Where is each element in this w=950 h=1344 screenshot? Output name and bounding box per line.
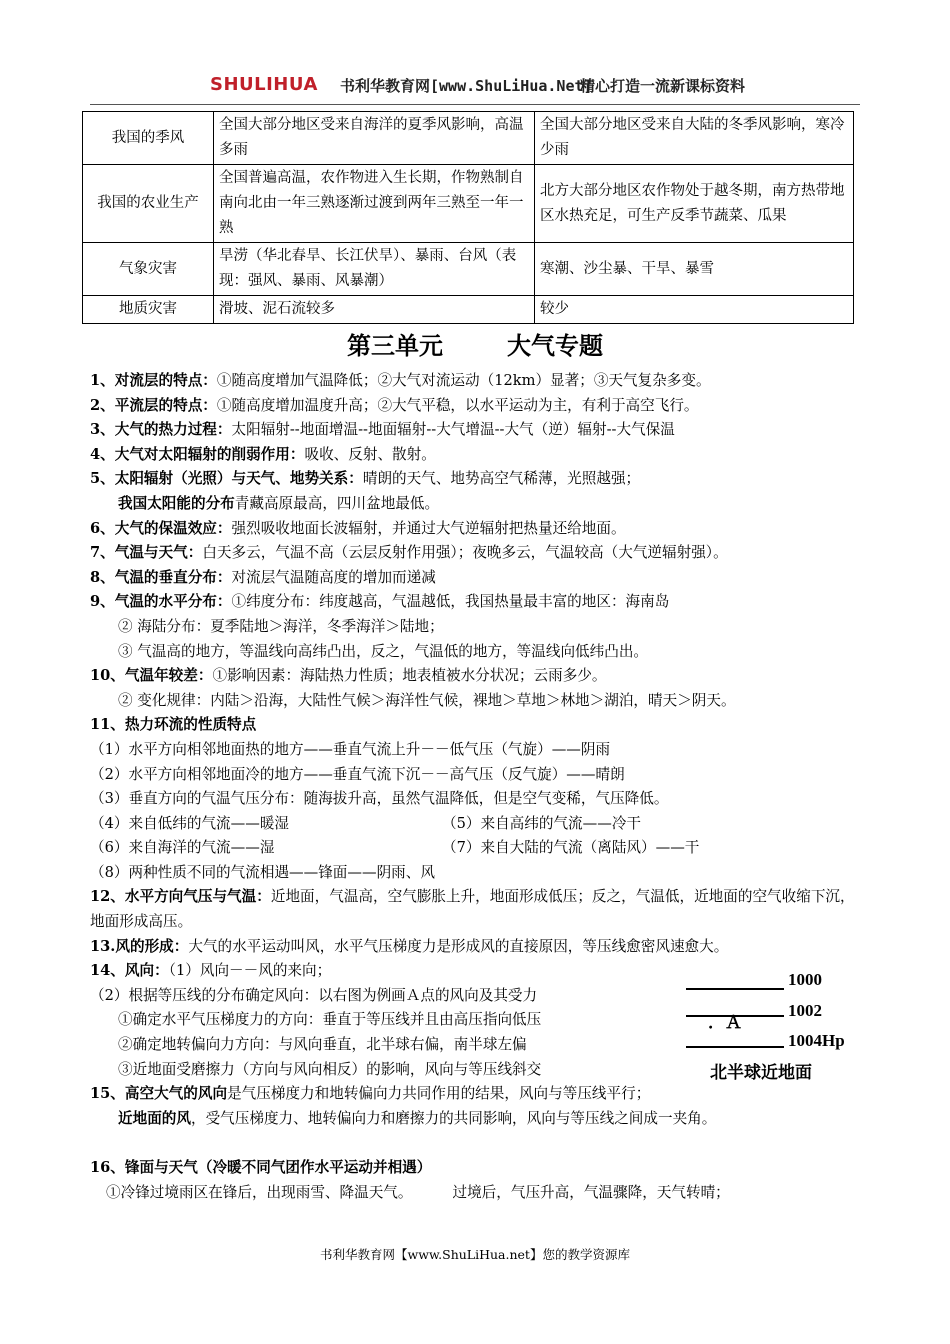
item-5	[90, 467, 860, 492]
row-label: 气象灾害	[83, 243, 214, 296]
item-14e: ③近地面受磨擦力（方向与风向相反）的影响，风向与等压线斜交	[118, 1060, 542, 1078]
item-text: 青藏高原最高，四川盆地最低。	[234, 494, 440, 512]
item-text: （1）风向－－风的来向；	[168, 962, 332, 980]
item-text: （7）来自大陆的气流（离陆风）——干	[442, 839, 700, 857]
item-14b: （2）根据等压线的分布确定风向：以右图为例画Ａ点的风向及其受力	[90, 986, 538, 1004]
brand-logo: SHULIHUA	[210, 74, 318, 95]
unit-title	[0, 326, 950, 361]
header-divider	[90, 104, 860, 105]
item-11-3: （3）垂直方向的气温气压分布：随海拔升高，虽然气温降低，但是空气变稀，气压降低。	[90, 790, 669, 808]
item-text: 晴朗的天气、地势高空气稀薄，光照越强；	[362, 470, 641, 488]
item-text: 强烈吸收地面长波辐射，并通过大气逆辐射把热量还给地面。	[231, 519, 626, 537]
item-heading: 近地面的风	[118, 1109, 191, 1127]
row-label: 我国的季风	[83, 112, 214, 165]
item-1	[90, 369, 860, 394]
summer-cell: 旱涝（华北春旱、长江伏旱）、暴雨、台风（表现：强风、暴雨、风暴潮）	[214, 243, 535, 296]
row-label: 我国的农业生产	[83, 165, 214, 243]
summer-cell: 全国普遍高温，农作物进入生长期，作物熟制自南向北由一年三熟逐渐过渡到两年三熟至一年一熟	[214, 165, 535, 243]
isobar-label: 1002	[788, 1001, 822, 1020]
item-5b	[90, 492, 860, 517]
item-text: 过境后，气压升高，气温骤降，天气转晴；	[452, 1183, 730, 1201]
item-14c: ①确定水平气压梯度力的方向：垂直于等压线并且由高压指向低压	[118, 1011, 542, 1029]
item-heading: 12、水平方向气压与气温：	[90, 888, 271, 906]
unit-number: 第三单元	[347, 331, 443, 360]
isobar-figure	[682, 968, 862, 1088]
item-heading: 3、大气的热力过程：	[90, 421, 232, 439]
item-16b	[90, 1181, 860, 1206]
item-text: 白天多云，气温不高（云层反射作用强）；夜晚多云，气温较高（大气逆辐射强）。	[202, 544, 728, 562]
item-heading: 9、气温的水平分布：	[90, 593, 232, 611]
item-heading: 14、风向：	[90, 962, 169, 980]
item-14d: ②确定地转偏向力方向：与风向垂直，北半球右偏，南半球左偏	[118, 1036, 527, 1054]
isobar-line	[686, 1046, 784, 1048]
item-heading: 4、大气对太阳辐射的削弱作用：	[90, 445, 305, 463]
item-text: ①随高度增加气温降低；②大气对流运动（12km）显著；③天气复杂多变。	[216, 372, 711, 389]
summer-cell: 全国大部分地区受来自海洋的夏季风影响，高温多雨	[214, 112, 535, 165]
table-row	[83, 243, 854, 296]
item-heading: 7、气温与天气：	[90, 544, 203, 562]
winter-cell: 全国大部分地区受来自大陆的冬季风影响，寒冷少雨	[535, 112, 854, 165]
item-heading: 6、大气的保温效应：	[90, 519, 232, 537]
item-text: 大气的水平运动叫风，水平气压梯度力是形成风的直接原因，等压线愈密风速愈大。	[188, 937, 729, 955]
item-text: ①冷锋过境雨区在锋后，出现雨雪、降温天气。	[106, 1183, 413, 1201]
item-text: ①影响因素：海陆热力性质；地表植被水分状况；云雨多少。	[212, 667, 607, 685]
summer-cell: 滑坡、泥石流较多	[214, 296, 535, 324]
item-text: 是气压梯度力和地转偏向力共同作用的结果，风向与等压线平行；	[227, 1085, 651, 1103]
item-text: 对流层气温随高度的增加而递减	[231, 568, 436, 586]
isobar-label: 1000	[788, 970, 822, 989]
figure-caption: 北半球近地面	[710, 1063, 812, 1083]
item-2	[90, 394, 860, 419]
item-heading: 8、气温的垂直分布：	[90, 568, 232, 586]
item-heading: 5、太阳辐射（光照）与天气、地势关系：	[90, 470, 363, 488]
table-row	[83, 296, 854, 324]
item-heading: 1、对流层的特点：	[90, 372, 217, 389]
winter-cell: 较少	[535, 296, 854, 324]
item-11-heading: 11、热力环流的性质特点	[90, 716, 257, 734]
table-row	[83, 165, 854, 243]
unit-topic: 大气专题	[507, 331, 603, 360]
item-heading: 我国太阳能的分布	[118, 494, 235, 512]
item-9	[90, 590, 860, 615]
item-11-4-5	[90, 812, 860, 837]
item-6	[90, 517, 860, 542]
item-7	[90, 541, 860, 566]
page-footer: 书利华教育网【www.ShuLiHua.net】您的教学资源库	[320, 1247, 630, 1262]
item-10b: ② 变化规律：内陆＞沿海，大陆性气候＞海洋性气候，裸地＞草地＞林地＞湖泊，晴天＞阴天。	[118, 691, 736, 709]
item-text: （6）来自海洋的气流——湿	[90, 839, 275, 857]
site-name: 书利华教育网[www.ShuLiHua.Net]	[340, 77, 593, 95]
item-heading: 13.风的形成：	[90, 937, 189, 955]
item-13	[90, 935, 860, 960]
item-text: 近地面，气温高，空气膨胀上升，地面形成低压；反之，气温低，近地面的空气收缩下沉，地面形成高压。	[90, 888, 855, 931]
item-9c: ③ 气温高的地方，等温线向高纬凸出，反之，气温低的地方，等温线向低纬凸出。	[118, 642, 649, 660]
item-4	[90, 443, 860, 468]
item-11-1: （1）水平方向相邻地面热的地方——垂直气流上升－－低气压（气旋）——阴雨	[90, 740, 611, 758]
table-row	[83, 112, 854, 165]
item-text: 吸收、反射、散射。	[304, 445, 436, 463]
page-header	[90, 72, 860, 102]
comparison-table	[82, 111, 854, 324]
item-text: （5）来自高纬的气流——冷干	[442, 814, 642, 832]
item-text: ①随高度增加温度升高；②大气平稳，以水平运动为主，有利于高空飞行。	[216, 396, 699, 414]
isobar-line	[686, 988, 784, 990]
row-label: 地质灾害	[83, 296, 214, 324]
item-10	[90, 664, 860, 689]
item-16-heading: 16、锋面与天气（冷暖不同气团作水平运动并相遇）	[90, 1159, 432, 1176]
item-text: （4）来自低纬的气流——暖湿	[90, 814, 290, 832]
item-11-6-7	[90, 836, 860, 861]
winter-cell: 寒潮、沙尘暴、干旱、暴雪	[535, 243, 854, 296]
item-heading: 15、高空大气的风向	[90, 1085, 228, 1103]
item-12	[90, 885, 860, 934]
item-text: ①纬度分布：纬度越高，气温越低，我国热量最丰富的地区：海南岛	[231, 593, 670, 611]
item-heading: 10、气温年较差：	[90, 667, 213, 685]
blank-line	[90, 1131, 860, 1156]
slogan: 精心打造一流新课标资料	[580, 77, 746, 95]
item-11-2: （2）水平方向相邻地面冷的地方——垂直气流下沉－－高气压（反气旋）——晴朗	[90, 765, 625, 783]
isobar-label: 1004Hp	[788, 1031, 845, 1050]
item-8	[90, 566, 860, 591]
item-9b: ② 海陆分布：夏季陆地＞海洋，冬季海洋＞陆地；	[118, 617, 444, 635]
point-a-label: ．Ａ	[708, 1013, 742, 1032]
item-3	[90, 418, 860, 443]
item-heading: 2、平流层的特点：	[90, 396, 217, 414]
item-text: 太阳辐射--地面增温--地面辐射--大气增温--大气（逆）辐射--大气保温	[231, 421, 675, 439]
item-11-8: （8）两种性质不同的气流相遇——锋面——阴雨、风	[90, 863, 435, 881]
item-15b	[90, 1107, 860, 1132]
item-text: ，受气压梯度力、地转偏向力和磨擦力的共同影响，风向与等压线之间成一夹角。	[190, 1109, 717, 1127]
winter-cell: 北方大部分地区农作物处于越冬期，南方热带地区水热充足，可生产反季节蔬菜、瓜果	[535, 165, 854, 243]
